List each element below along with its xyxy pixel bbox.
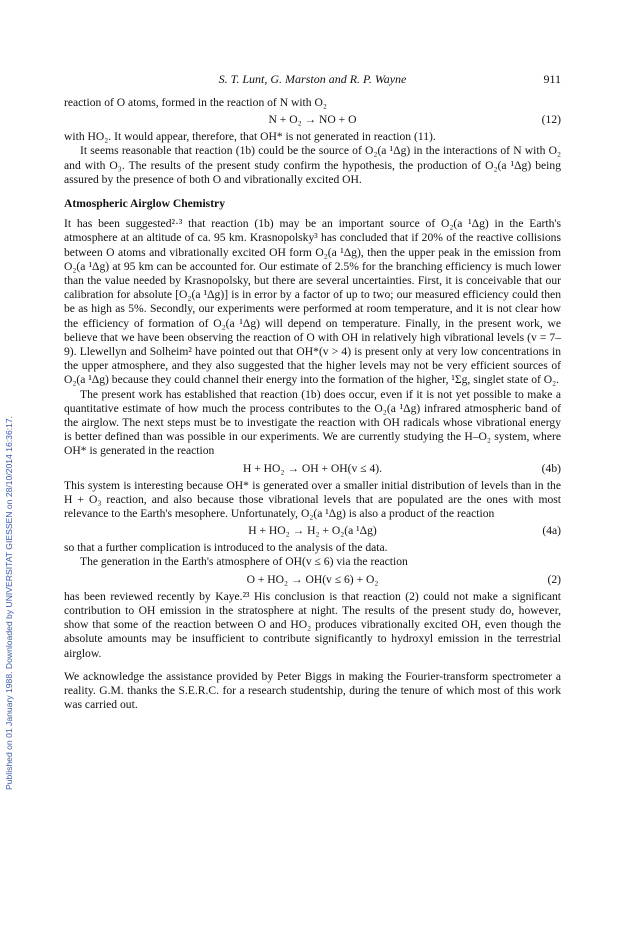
page-number: 911: [543, 72, 561, 86]
equation-12: [64, 110, 561, 130]
download-watermark: [2, 150, 16, 790]
section-heading: Atmospheric Airglow Chemistry: [64, 197, 225, 211]
equation-text: O + HO₂ → OH(v ≤ 6) + O₂: [246, 572, 379, 586]
equation-number: (4a): [542, 524, 561, 538]
download-watermark-text: Published on 01 January 1988. Downloaded by UNIVERSITAT GIESSEN on 28/10/2014 16:36:17.: [4, 415, 14, 790]
equation-2: [64, 570, 561, 590]
paragraph: It seems reasonable that reaction (1b) could be the source of O₂(a ¹Δg) in the interactions of N with O₂ and with O₃. The results of the present study confirm the hypothesis, the production of O₂(a ¹Δg) being assured by the presence of both O and vibrationally excited OH.: [64, 144, 561, 186]
equation-text: N + O₂ → NO + O: [268, 113, 357, 127]
paragraph: has been reviewed recently by Kaye.²³ His conclusion is that reaction (2) could not make a significant contribution to OH emission in the stratosphere at night. The results of the present study do, however, show that some of the reaction between O and HO₂ produces vibrationally excited OH, even though the absolute amounts may be insufficient to contribute significantly to hydroxyl emission in the terrestrial airglow.: [64, 589, 561, 660]
paragraph: This system is interesting because OH* is generated over a smaller initial distribution of levels than in the H + O₃ reaction, and also because those vibrational levels that are populated are the ones with most relevance to the Earth's mesophere. Unfortunately, O₂(a ¹Δg) is also a product of the reaction: [64, 478, 561, 521]
paragraph: The present work has established that reaction (1b) does occur, even if it is not yet possible to make a quantitative estimate of how much the process contributes to the O₂(a ¹Δg) infrared atmospheric band of the airglow. The next steps must be to investigate the reaction with OH radicals whose vibrational energy is better defined than was possible in our experiments. We are currently studying the H–O₂ system, where OH* is generated in the reaction: [64, 387, 561, 458]
paragraph: with HO₂. It would appear, therefore, that OH* is not generated in reaction (11).: [64, 130, 436, 144]
equation-number: (12): [541, 113, 561, 127]
equation-4a: [64, 521, 561, 541]
equation-text: H + HO₂ → OH + OH(v ≤ 4).: [242, 461, 383, 475]
paragraph: It has been suggested²·³ that reaction (1b) may be an important source of O₂(a ¹Δg) in the Earth's atmosphere at an altitude of ca. 95 km. Krasnopolsky³ has concluded that if 20% of the reactive collisions between O atoms and vibrationally excited OH form O₂(a ¹Δg), then the upper peak in the emission from O₂(a ¹Δg) at 95 km can be accounted for. Our estimate of 2.5% for the branching efficiency is much lower than the value needed by Krasnopolsky, but there are several uncertainties. First, it is conceivable that our calibration for absolute [O₂(a ¹Δg)] is in error by a factor of up to two; our measured efficiency could then be as high as 5%. Secondly, our experiments were performed at room temperature, and it is not clear how the efficiency of formation of O₂(a ¹Δg) will depend on temperature. Finally, in the present work, we believe that we have been observing the reaction of O with OH in relatively high vibrational levels (v = 7–9). Llewellyn and Solheim² have pointed out that OH*(v > 4) is present only at very low concentrations in the upper atmosphere, and they also suggested that the higher levels may not be very efficient sources of O₂(a ¹Δg) because they could channel their energy into the formation of the higher, ¹Σg, singlet state of O₂.: [64, 217, 561, 387]
article-body: [64, 96, 561, 712]
equation-text: H + HO₂ → H₂ + O₂(a ¹Δg): [248, 524, 377, 538]
acknowledgement: We acknowledge the assistance provided by Peter Biggs in making the Fourier-transform spectrometer a reality. G.M. thanks the S.E.R.C. for a research studentship, during the tenure of which most of this work was carried out.: [64, 669, 561, 712]
paragraph: so that a further complication is introduced to the analysis of the data.: [64, 541, 388, 555]
paragraph: reaction of O atoms, formed in the reaction of N with O₂: [64, 96, 327, 109]
equation-4b: [64, 459, 561, 479]
paragraph: The generation in the Earth's atmosphere of OH(v ≤ 6) via the reaction: [80, 555, 408, 569]
equation-number: (4b): [541, 461, 561, 475]
running-header: [64, 72, 561, 88]
spacer: [64, 661, 561, 670]
running-header-authors: S. T. Lunt, G. Marston and R. P. Wayne: [218, 72, 407, 86]
equation-number: (2): [547, 572, 561, 586]
